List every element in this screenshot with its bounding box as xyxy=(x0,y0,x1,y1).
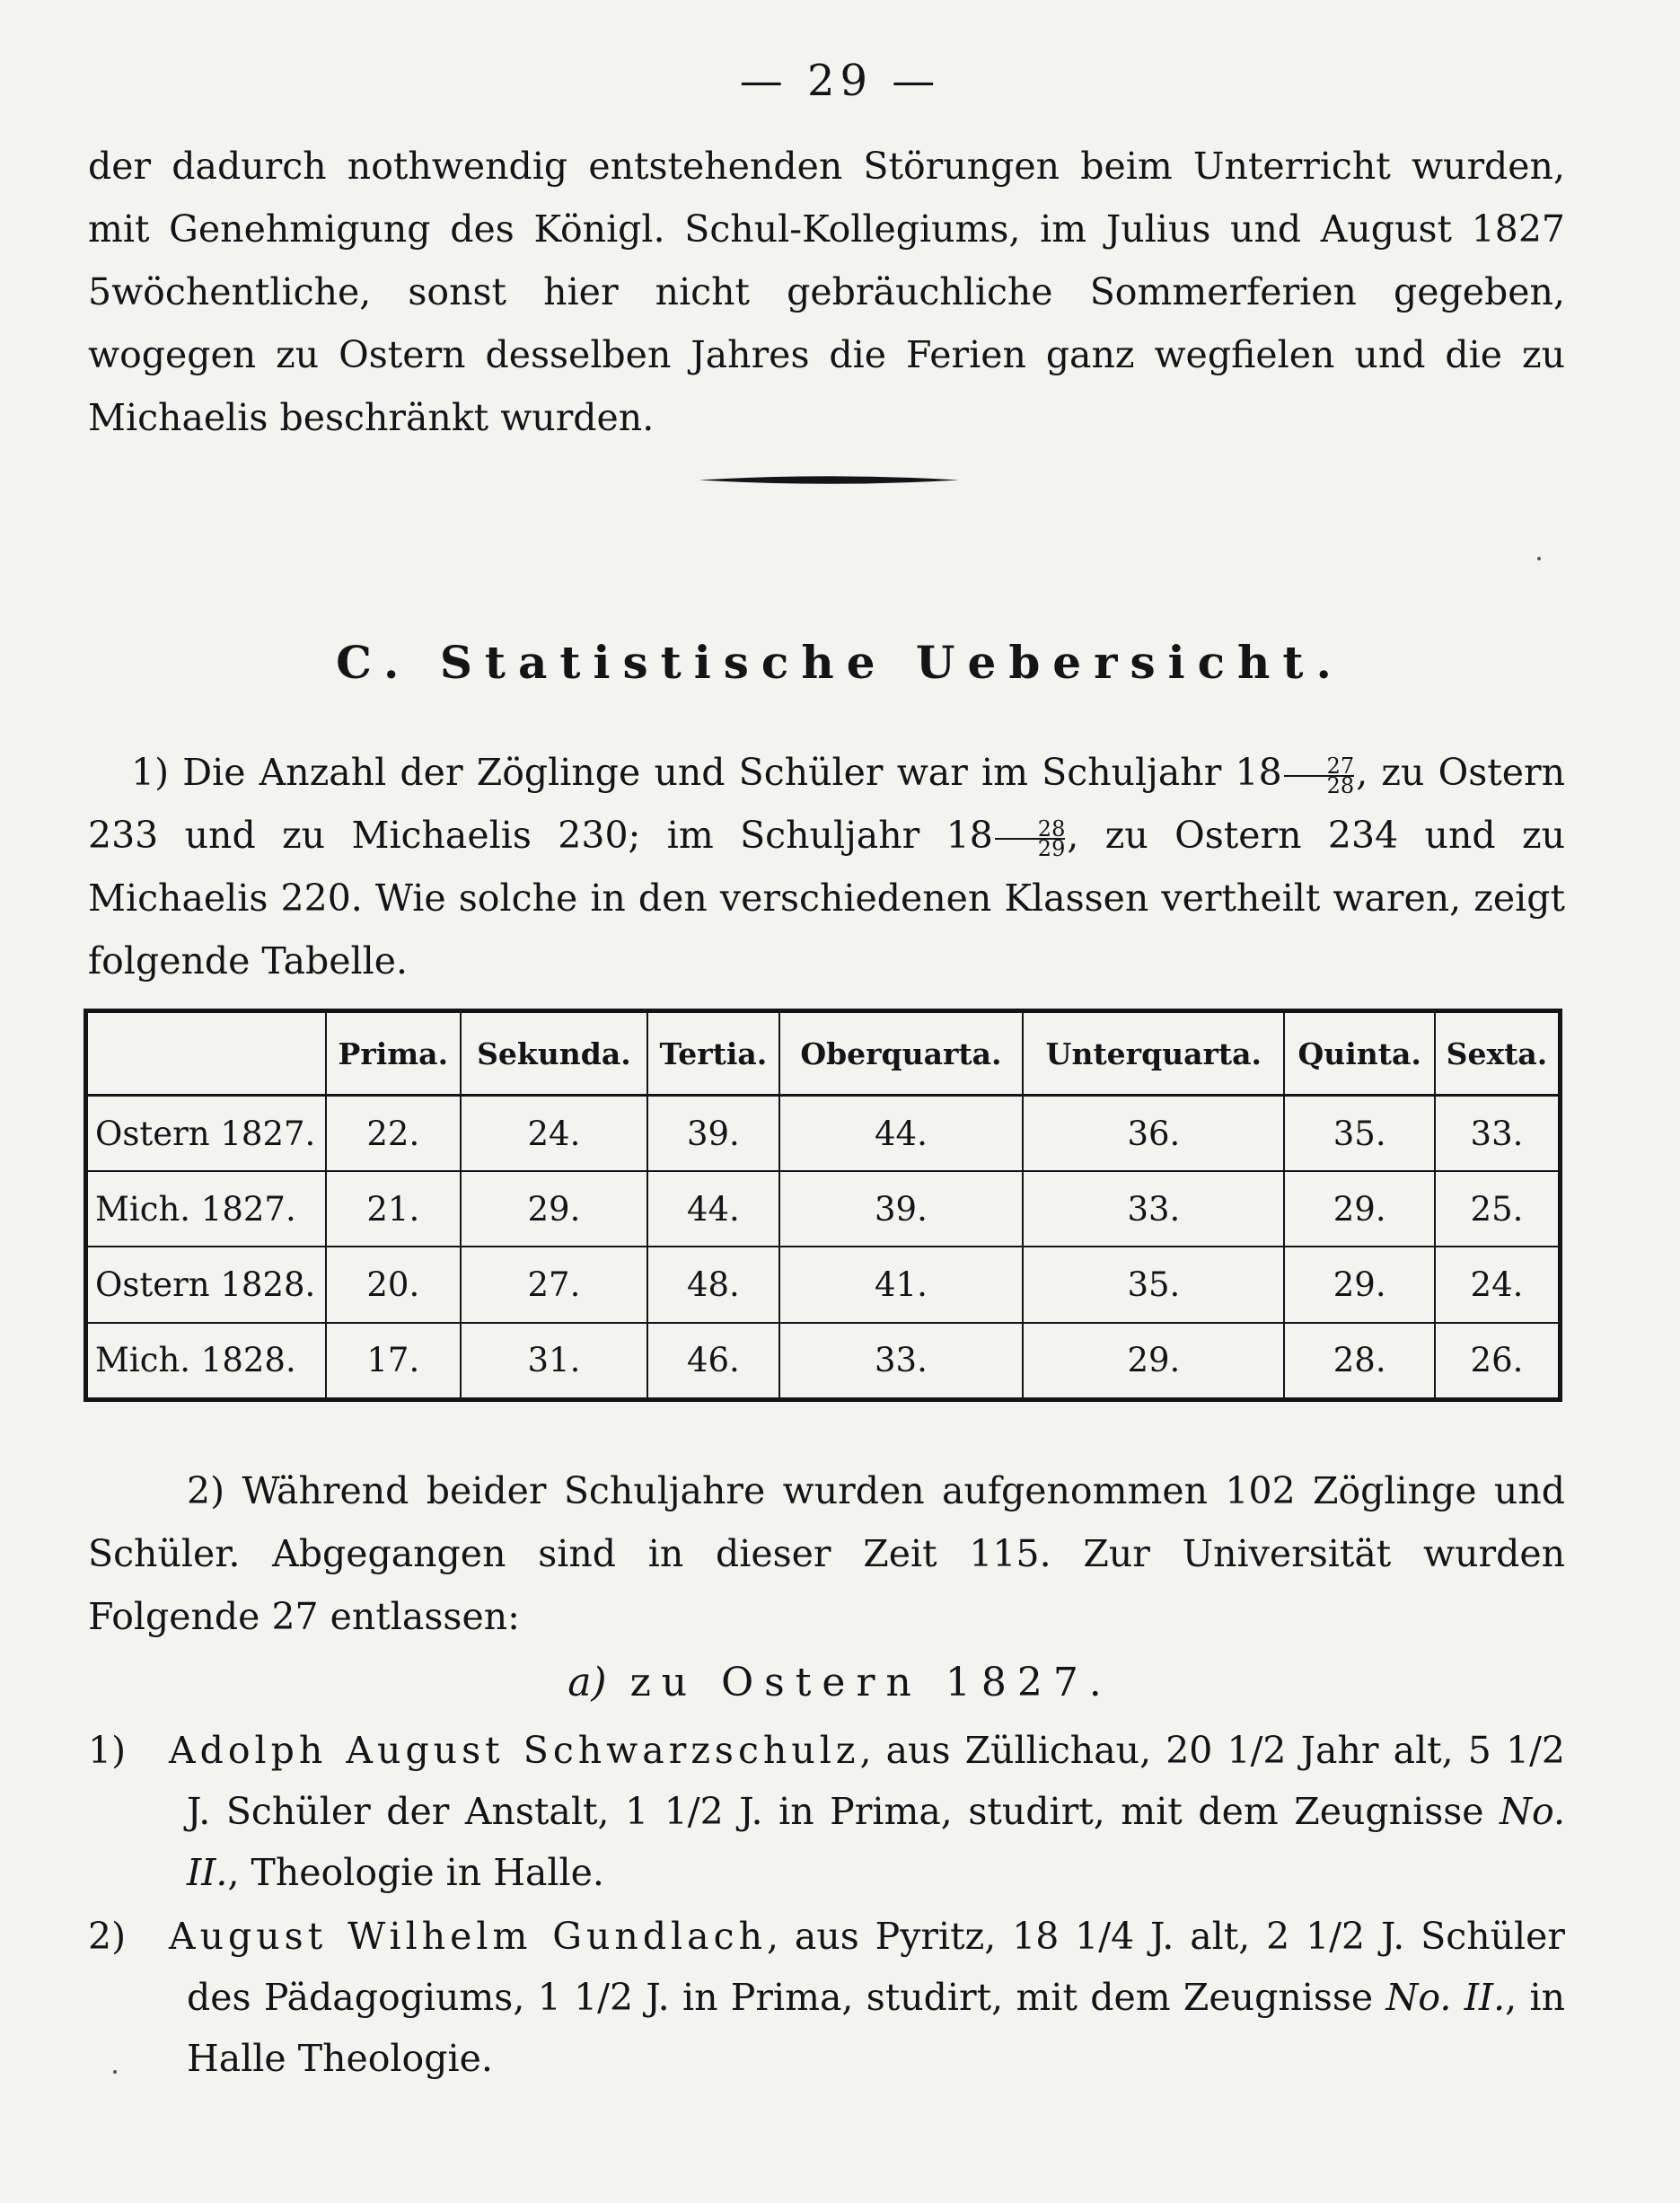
table-header-unterquarta: Unterquarta. xyxy=(1023,1011,1284,1096)
table-cell: 20. xyxy=(326,1247,461,1322)
table-cell: 24. xyxy=(1435,1247,1561,1322)
graduate-number: 1) xyxy=(88,1729,127,1772)
table-cell: 29. xyxy=(1284,1247,1434,1322)
table-row xyxy=(86,1323,1561,1400)
statistics-paragraph xyxy=(88,741,1565,992)
school-year-fraction-1 xyxy=(1284,753,1355,798)
row-label: Ostern 1827. xyxy=(86,1096,327,1172)
graduate-number: 2) xyxy=(88,1915,127,1958)
table-cell: 35. xyxy=(1023,1247,1284,1322)
table-cell: 48. xyxy=(647,1247,778,1322)
graduate-name: Adolph August Schwarzschulz xyxy=(169,1729,860,1772)
table-cell: 33. xyxy=(1023,1171,1284,1247)
paper-speck xyxy=(113,2070,117,2074)
table-cell: 22. xyxy=(326,1096,461,1172)
table-cell: 33. xyxy=(779,1323,1024,1400)
graduate-details: , aus Pyritz, 18 1/4 J. alt, 2 1/2 J. Schüler des Pädagogiums, 1 1/2 J. in Prima, studirt, mit dem Zeugnisse xyxy=(187,1915,1565,2019)
graduate-entry xyxy=(88,1906,1565,2089)
table-cell: 31. xyxy=(461,1323,648,1400)
row-label: Mich. 1827. xyxy=(86,1171,327,1247)
admissions-paragraph: 2) Während beider Schuljahre wurden aufgenommen 102 Zöglinge und Schüler. Abgegangen sind in dieser Zeit 115. Zur Universität wurden Folgende 27 entlassen: xyxy=(88,1469,1565,1638)
table-row xyxy=(86,1247,1561,1322)
graduate-details: , aus Züllichau, 20 1/2 Jahr alt, 5 1/2 J. Schüler der Anstalt, 1 1/2 J. in Prima, studirt, mit dem Zeugnisse xyxy=(187,1729,1565,1833)
table-cell: 39. xyxy=(779,1171,1024,1247)
table-header-corner xyxy=(86,1011,327,1096)
school-year-fraction-2 xyxy=(995,815,1066,861)
table-header-oberquarta: Oberquarta. xyxy=(779,1011,1024,1096)
table-cell: 33. xyxy=(1435,1096,1561,1172)
statistics-text-part1: 1) Die Anzahl der Zöglinge und Schüler war im Schuljahr 18 xyxy=(131,751,1282,794)
paper-speck xyxy=(1537,557,1541,560)
table-cell: 29. xyxy=(1023,1323,1284,1400)
class-statistics-table xyxy=(84,1009,1562,1402)
graduate-text xyxy=(88,1720,1565,1903)
graduate-certificate: No. II. xyxy=(187,1790,1565,1894)
table-header-quinta: Quinta. xyxy=(1284,1011,1434,1096)
graduate-tail: , Theologie in Halle. xyxy=(227,1851,604,1894)
table-row xyxy=(86,1171,1561,1247)
fraction-numerator: 27 xyxy=(1284,757,1355,777)
row-label: Ostern 1828. xyxy=(86,1247,327,1322)
fraction-numerator: 28 xyxy=(995,820,1066,840)
table-cell: 44. xyxy=(647,1171,778,1247)
table-cell: 17. xyxy=(326,1323,461,1400)
table-cell: 25. xyxy=(1435,1171,1561,1247)
table-cell: 46. xyxy=(647,1323,778,1400)
table-row xyxy=(86,1096,1561,1172)
table-cell: 21. xyxy=(326,1171,461,1247)
table-header-tertia: Tertia. xyxy=(647,1011,778,1096)
intro-paragraph: der dadurch nothwendig entstehenden Störungen beim Unterricht wurden, mit Genehmigung des Königl. Schul-Kollegiums, im Julius und August 1827 5wöchentliche, sonst hier nicht gebräuchliche Sommerferien gegeben, wogegen zu Ostern desselben Jahres die Ferien ganz wegfielen und die zu Michaelis beschränkt wurden. xyxy=(88,145,1565,439)
graduate-name: August Wilhelm Gundlach xyxy=(169,1915,767,1958)
table-cell: 36. xyxy=(1023,1096,1284,1172)
graduate-text xyxy=(88,1906,1565,2089)
graduate-certificate: No. II. xyxy=(1385,1976,1506,2019)
table-cell: 35. xyxy=(1284,1096,1434,1172)
ornamental-divider xyxy=(699,474,959,486)
table-header-sekunda: Sekunda. xyxy=(461,1011,648,1096)
fraction-denominator: 28 xyxy=(1326,772,1355,798)
table-header-sexta: Sexta. xyxy=(1435,1011,1561,1096)
table-header-row xyxy=(86,1011,1561,1096)
table-cell: 29. xyxy=(1284,1171,1434,1247)
statistics-text-part2: , zu Ostern 233 und zu Michaelis 230; im Schuljahr 18 xyxy=(88,751,1565,857)
page-number: — 29 — xyxy=(739,56,941,106)
table-cell: 29. xyxy=(461,1171,648,1247)
section-heading: C. Statistische Uebersicht. xyxy=(336,636,1344,689)
table-header-prima: Prima. xyxy=(326,1011,461,1096)
table-cell: 24. xyxy=(461,1096,648,1172)
table-cell: 39. xyxy=(647,1096,778,1172)
table-cell: 44. xyxy=(779,1096,1024,1172)
row-label: Mich. 1828. xyxy=(86,1323,327,1400)
statistics-text-part3: , zu Ostern 234 und zu Michaelis 220. Wie solche in den verschiedenen Klassen vertheilt waren, zeigt folgende Tabelle. xyxy=(88,814,1566,983)
table-cell: 41. xyxy=(779,1247,1024,1322)
graduate-entry xyxy=(88,1720,1565,1903)
subsection-title: zu Ostern 1827. xyxy=(629,1660,1113,1705)
table-cell: 27. xyxy=(461,1247,648,1322)
table-cell: 26. xyxy=(1470,1341,1524,1380)
graduate-tail: , in Halle Theologie. xyxy=(187,1976,1565,2080)
subsection-letter: a) xyxy=(567,1660,607,1705)
fraction-denominator: 29 xyxy=(1037,835,1066,861)
subsection-heading xyxy=(0,1660,1680,1705)
table-cell: 28. xyxy=(1284,1323,1434,1400)
